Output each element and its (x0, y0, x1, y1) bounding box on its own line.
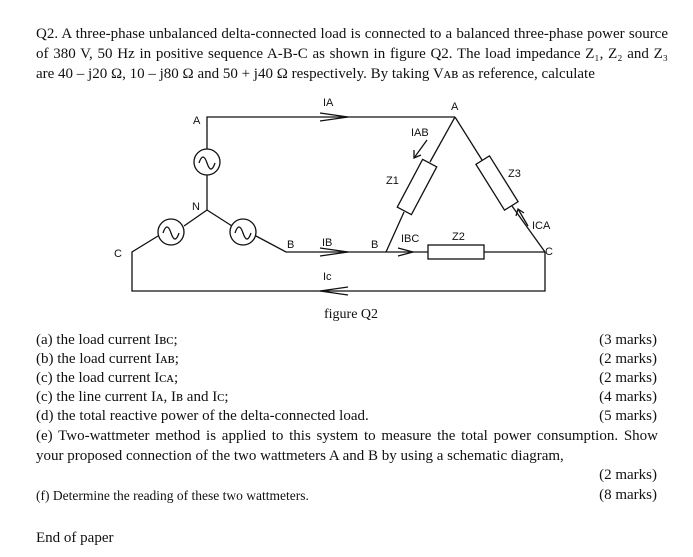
line-c-wire (132, 236, 545, 291)
part-a-marks: (3 marks) (599, 332, 657, 348)
part-f-marks: (8 marks) (599, 487, 657, 503)
impedance-z3 (476, 156, 518, 210)
footer-end-of-paper: End of paper (36, 530, 114, 546)
label-current-ia: IA (323, 97, 334, 109)
figure-caption: figure Q2 (324, 307, 379, 322)
part-c-load-text: (c) the load current Iᴄᴀ; (36, 370, 179, 386)
question-intro-text: Q2. A three-phase unbalanced delta-connected load is connected to a balanced three-phase power source of 380 V, 50 Hz in positive sequence A-B-C as shown in figure Q2. The load impedance Z₁, Z₂ and Z₃ are 40 – j20 Ω, 10 – j80 Ω and 50 + j40 Ω respectively. By taking Vᴀʙ as reference, calculate (36, 26, 668, 82)
impedance-z1 (397, 159, 436, 214)
delta-ab-wire-top (430, 117, 455, 162)
neutral-wire-b (207, 210, 232, 226)
label-load-c: C (545, 246, 553, 258)
label-current-ib: IB (322, 237, 333, 249)
label-z1: Z1 (386, 175, 399, 187)
label-source-n: N (192, 201, 200, 213)
impedance-z2 (428, 245, 484, 259)
label-z3: Z3 (508, 168, 521, 180)
label-load-b: B (371, 239, 379, 251)
label-current-ibc: IBC (401, 233, 420, 245)
line-b-wire (256, 236, 386, 252)
part-b-marks: (2 marks) (599, 351, 657, 367)
label-z2: Z2 (452, 231, 465, 243)
label-source-c: C (114, 248, 122, 260)
part-e-text: (e) Two-wattmeter method is applied to this system to measure the total power consumption. Show your proposed connection of the two wattmeters A and B by using a schematic diagram, (36, 428, 658, 464)
label-current-ic: Ic (323, 271, 332, 283)
delta-ca-wire-top (455, 117, 482, 160)
label-current-ica: ICA (532, 220, 551, 232)
label-source-b: B (287, 239, 295, 251)
part-e-marks: (2 marks) (599, 467, 657, 483)
part-c-line-text: (c) the line current Iᴀ, Iʙ and Iᴄ; (36, 389, 229, 405)
label-load-a: A (451, 101, 459, 113)
part-f-text: (f) Determine the reading of these two wattmeters. (36, 488, 309, 503)
part-d-marks: (5 marks) (599, 408, 657, 424)
part-a-text: (a) the load current Iʙᴄ; (36, 332, 178, 348)
label-current-iab: IAB (411, 127, 429, 139)
part-b-text: (b) the load current Iᴀʙ; (36, 351, 179, 367)
part-c-line-marks: (4 marks) (599, 389, 657, 405)
delta-ab-wire-bottom (386, 212, 404, 252)
label-source-a: A (193, 115, 201, 127)
part-d-text: (d) the total reactive power of the delta-connected load. (36, 408, 369, 424)
part-c-load-marks: (2 marks) (599, 370, 657, 386)
